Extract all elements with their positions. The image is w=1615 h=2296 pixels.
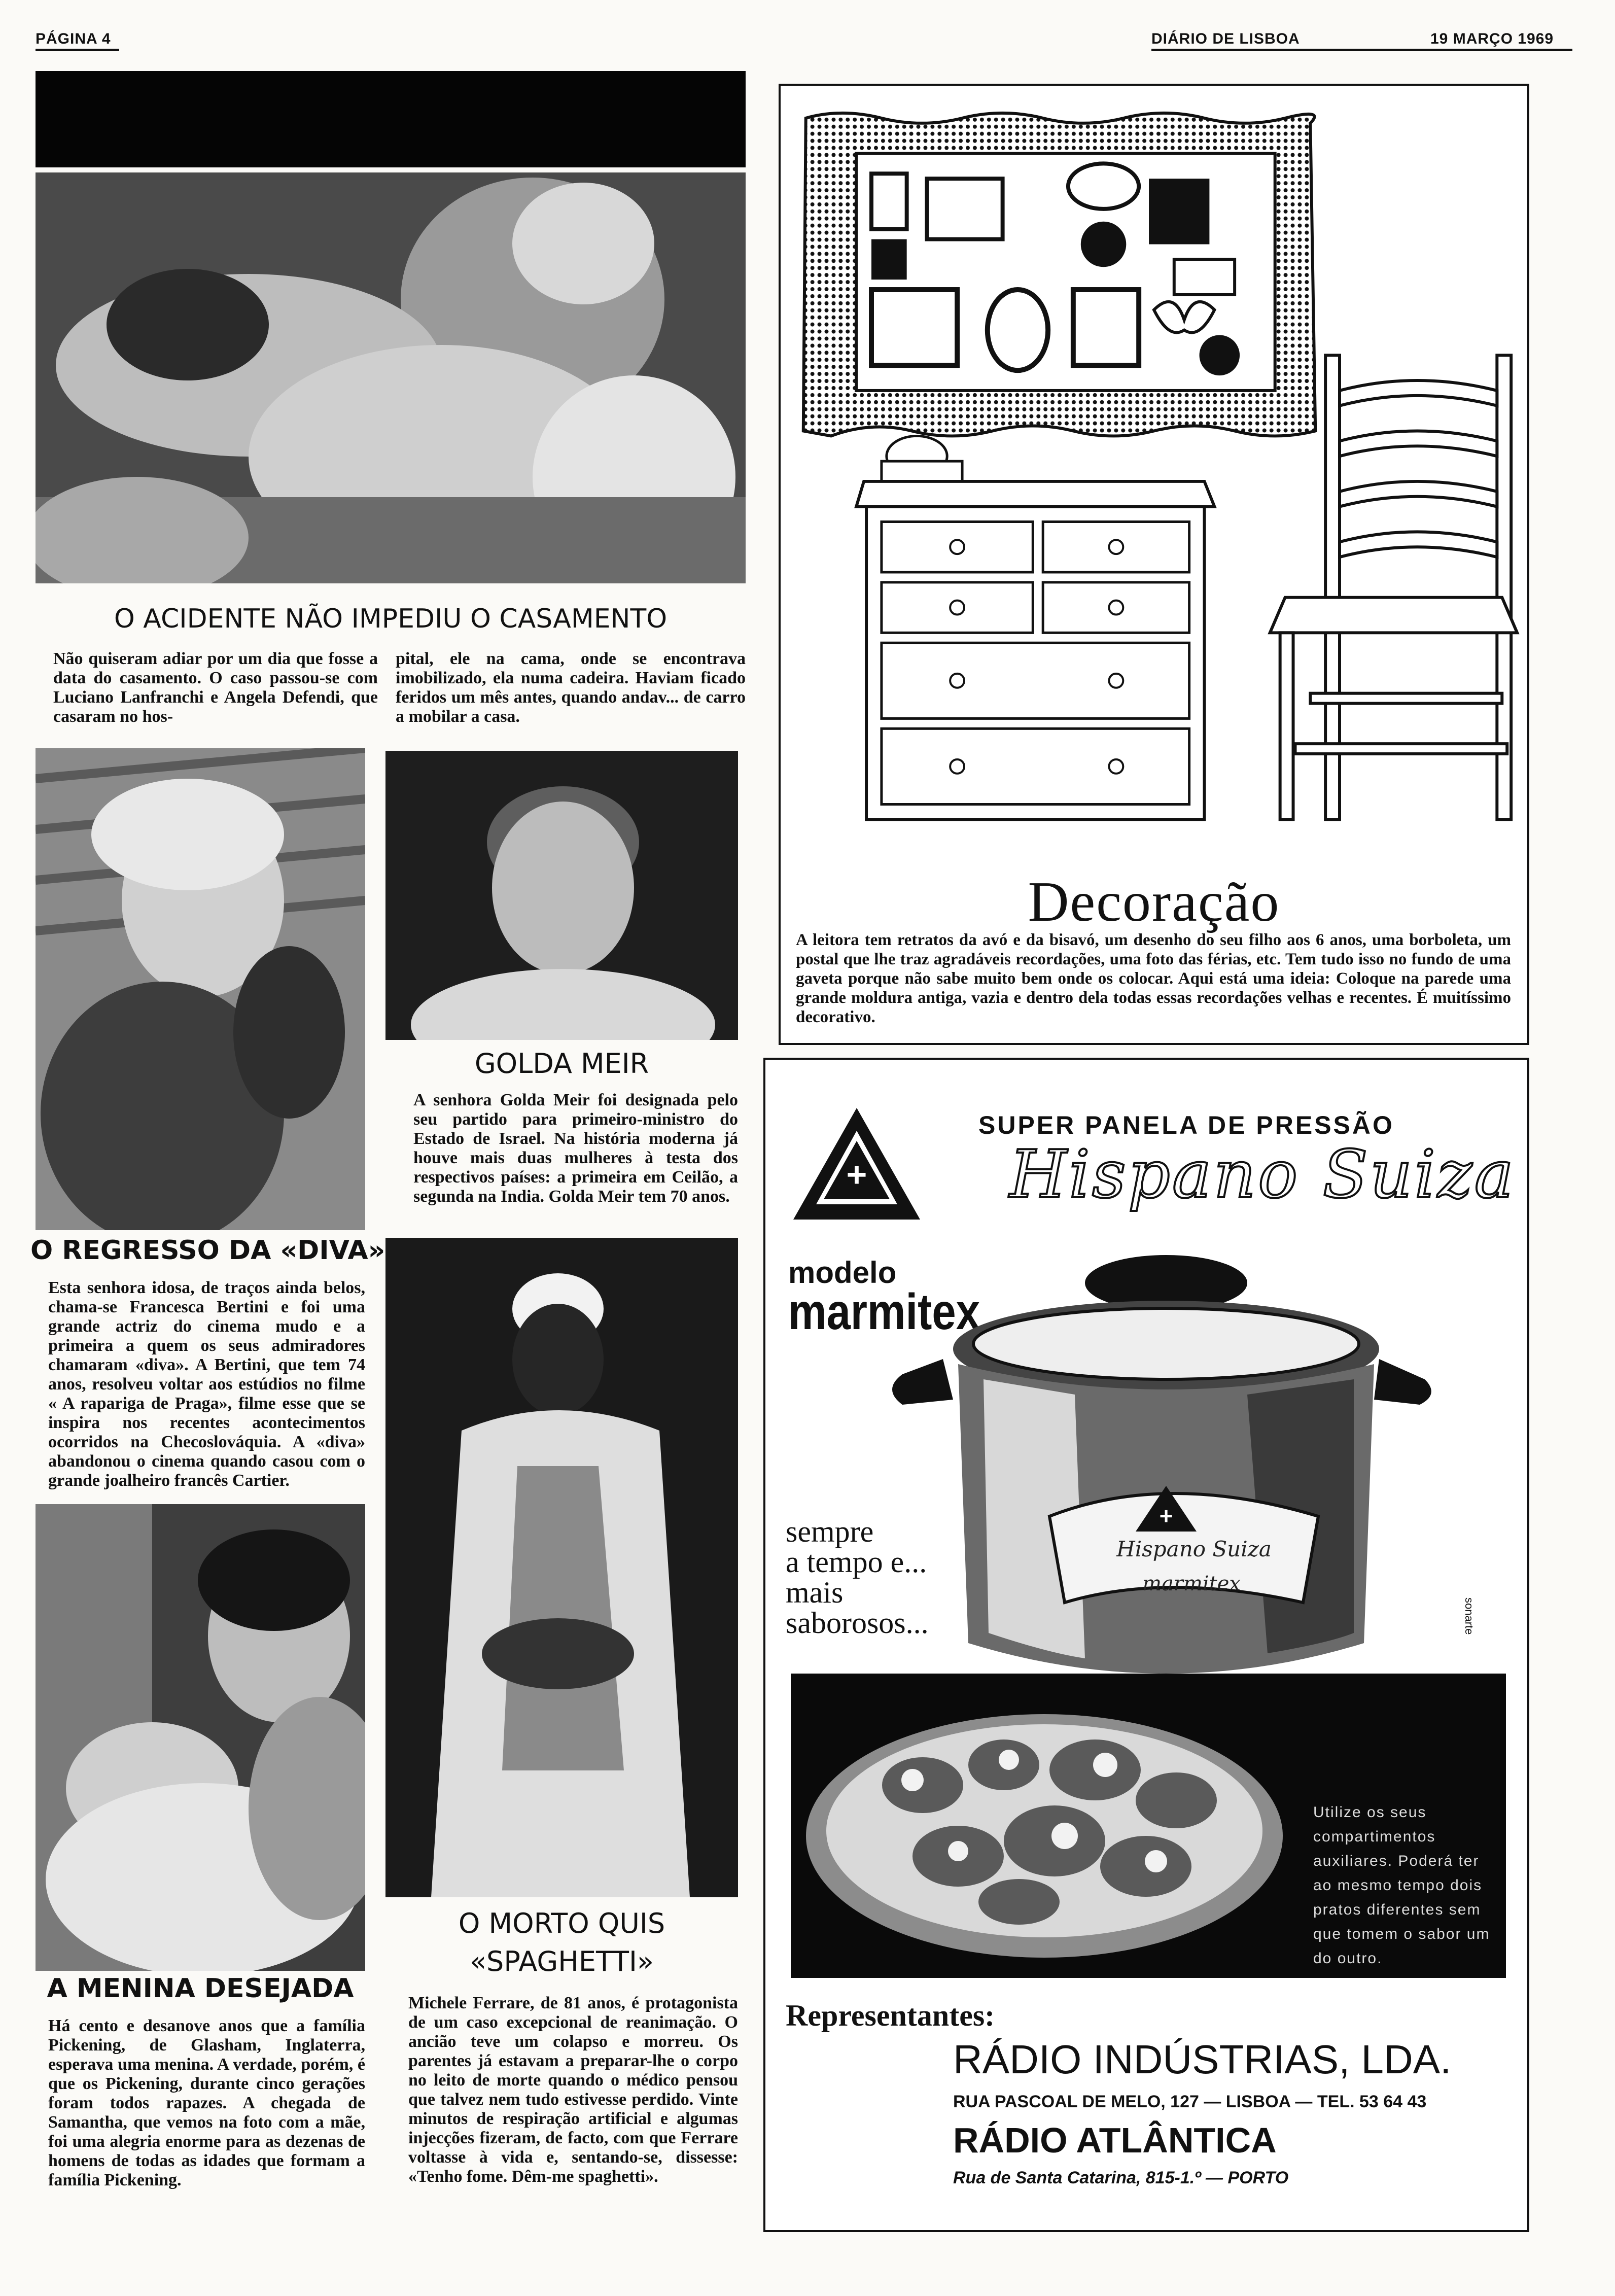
- ad-top-line: SUPER PANELA DE PRESSÃO: [978, 1111, 1394, 1139]
- ad-credit: sonarte: [1463, 1597, 1476, 1635]
- photo-hospital-wedding: [36, 172, 746, 583]
- rep2-name: RÁDIO ATLÂNTICA: [953, 2120, 1277, 2160]
- tagline-line-2: a tempo e...: [786, 1545, 927, 1579]
- decoracao-title: Decoração: [1028, 871, 1280, 933]
- tagline-line-1: sempre: [786, 1515, 874, 1548]
- reps-label: Representantes:: [786, 1999, 995, 2032]
- rep1-address: RUA PASCOAL DE MELO, 127 — LISBOA — TEL. 53 64 43: [953, 2092, 1427, 2111]
- tagline-line-4: saborosos...: [786, 1606, 929, 1640]
- ad-brand-name: Hispano Suiza: [1009, 1136, 1516, 1213]
- rep1-name: RÁDIO INDÚSTRIAS, LDA.: [953, 2037, 1452, 2082]
- headline-menina-desejada: A MENINA DESEJADA: [47, 1973, 354, 2004]
- newspaper-name: DIÁRIO DE LISBOA: [1151, 30, 1300, 47]
- headline-diva: O REGRESSO DA «DIVA»: [30, 1235, 385, 1266]
- header-rule: [1151, 49, 1572, 51]
- svg-text:+: +: [1159, 1503, 1173, 1529]
- tagline-line-3: mais: [786, 1576, 844, 1609]
- spaghetti-text: Michele Ferrare, de 81 anos, é protagonista de um caso excepcional de reanimação. O ancião teve um colapso e morreu. Os parentes já estavam a preparar-lhe o corpo no leito de morte quando o médico pensou que talvez nem tudo estivesse perdido. Vinte minutos de respiração artificial e algumas injecções fizeram, de facto, com que Ferrare voltasse à vida e, sentando-se, dissesse: «Tenho fome. Dêm-me spaghetti».: [408, 1994, 738, 2186]
- photo-francesca-bertini: [36, 748, 365, 1230]
- pot-label-model: marmitex: [1142, 1572, 1241, 1595]
- photo-golda-meir: [385, 751, 738, 1040]
- headline-spaghetti-line1: O MORTO QUIS: [458, 1907, 665, 1939]
- menina-text: Há cento e desanove anos que a família Pickening, de Glasham, Inglaterra, esperava uma menina. A verdade, porém, é que os Pickening, durante cinco gerações foram todos rapazes. A chegada de Samantha, que vemos na foto com a mãe, foi uma alegria enorme para as dezenas de homens de todas as idades que formam a família Pickening.: [48, 2016, 365, 2189]
- pressure-cooker-ad: [763, 1058, 1529, 2232]
- headline-spaghetti-line2: «SPAGHETTI»: [470, 1945, 654, 1977]
- ad-model-name: marmitex: [788, 1283, 980, 1340]
- ad-side-note: Utilize os seus compartimentos auxiliares. Poderá ter ao mesmo tempo dois pratos diferentes sem que tomem o sabor um do outro.: [1313, 1804, 1490, 1967]
- decoracao-text: A leitora tem retratos da avó e da bisavó, um desenho do seu filho aos 6 anos, uma borboleta, um postal que lhe traz agradáveis recordações, uma foto das férias, etc. Tem tudo isso no fundo de uma gaveta porque não sabe muito bem onde os colocar. Aqui está uma ideia: Coloque na parede uma grande moldura antiga, vazia e dentro dela todas essas recordações velhas e recentes. É muitíssimo decorativo.: [796, 931, 1511, 1026]
- accident-text-col2: pital, ele na cama, onde se encontrava imobilizado, ela numa cadeira. Haviam ficado feridos um mês antes, quando andav... de carro a mobilar a casa.: [396, 649, 746, 726]
- food-platter-illustration: [791, 1674, 1298, 1978]
- rep2-address: Rua de Santa Catarina, 815-1.º — PORTO: [953, 2168, 1289, 2187]
- photo-samantha-and-mother: [36, 1504, 365, 1971]
- photo-michele-ferrare: [385, 1238, 738, 1897]
- golda-meir-text: A senhora Golda Meir foi designada pelo seu partido para primeiro-ministro do Estado de Israel. Na história moderna já houve mais duas mulheres à testa dos respectivos países: a primeira em Ceilão, a segunda na India. Golda Meir tem 70 anos.: [413, 1091, 738, 1206]
- svg-text:+: +: [846, 1155, 867, 1194]
- pot-label-brand: Hispano Suiza: [1116, 1537, 1272, 1561]
- pressure-cooker-illustration: [882, 1247, 1440, 1704]
- diva-text: Esta senhora idosa, de traços ainda belos, chama-se Francesca Bertini e foi uma grande actriz do cinema mudo e a primeira a quem os seus admiradores chamaram «diva». A Bertini, que tem 74 anos, resolveu voltar aos estúdios no filme « A rapariga de Praga», filme esse que se inspira nos recentes acontecimentos ocorridos na Checoslováquia. A «diva» abandonou o cinema quando casou com o grande joalheiro francês Cartier.: [48, 1278, 365, 1490]
- headline-accident: O ACIDENTE NÃO IMPEDIU O CASAMENTO: [114, 604, 668, 634]
- accident-text-col1: Não quiseram adiar por um dia que fosse a data do casamento. O caso passou-se com Luciano Lanfranchi e Angela Defendi, que casaram no hos-: [53, 649, 378, 726]
- food-panel: [791, 1674, 1506, 1978]
- decoracao-illustration: [781, 86, 1527, 867]
- issue-date: 19 MARÇO 1969: [1430, 30, 1554, 47]
- brand-triangle-logo: [791, 1105, 923, 1222]
- top-black-band: [36, 71, 746, 167]
- headline-golda-meir: GOLDA MEIR: [474, 1048, 649, 1080]
- ad-model-label: modelo: [788, 1256, 897, 1290]
- page-number: PÁGINA 4: [36, 30, 111, 47]
- decoracao-box: [779, 84, 1529, 1045]
- page-number-underline: [36, 49, 119, 51]
- ad-tagline: [786, 1516, 929, 1638]
